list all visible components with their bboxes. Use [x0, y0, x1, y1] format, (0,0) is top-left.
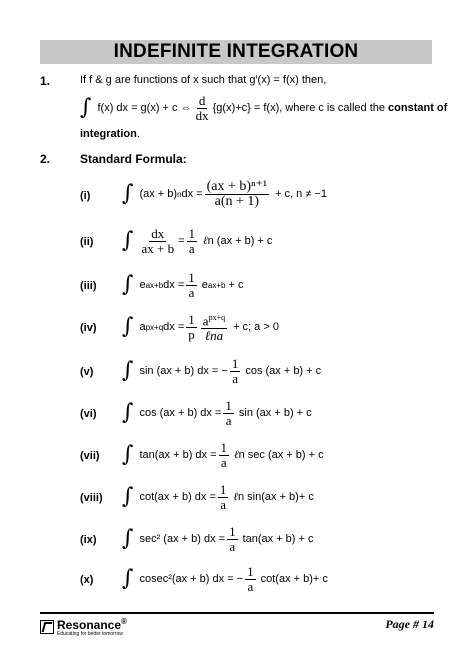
fraction-numerator: 1: [231, 355, 239, 371]
formula-v: [122, 354, 321, 388]
fraction-numerator: 1: [229, 523, 236, 539]
section-1-line3: [80, 128, 140, 140]
formula-text: a: [139, 321, 146, 333]
formula-text: + c: [228, 279, 244, 291]
brand-name: [57, 616, 127, 631]
formula-fraction: [186, 271, 197, 300]
derivative-numerator: d: [198, 92, 206, 108]
section-1-line2: [80, 92, 447, 124]
fraction-numerator: 1: [188, 225, 196, 241]
integral-sign: ∫: [122, 484, 134, 509]
fraction-denominator: a: [232, 370, 238, 386]
fraction-denominator: a(n + 1): [214, 193, 260, 209]
formula-text: sin (ax + b) dx = −: [139, 365, 228, 377]
fraction-numerator: dx: [151, 225, 165, 241]
formula-iv: [122, 308, 279, 346]
fraction-denominator: a: [188, 240, 195, 256]
fraction-denominator: a: [229, 538, 236, 554]
formula-exponent: ax+b: [145, 280, 164, 290]
fraction-numerator: 1: [188, 311, 195, 327]
integral-sign: ∫: [122, 358, 134, 383]
formula-text: tan(ax + b) dx =: [139, 449, 217, 461]
formula-fraction: [201, 311, 227, 343]
formula-text: e: [139, 279, 146, 291]
formula-text: cot(ax + b) dx =: [139, 491, 216, 503]
brand-name-text: Resonance: [57, 618, 122, 632]
formula-label: (x): [80, 574, 94, 586]
brand-logo: [40, 616, 127, 637]
formula-iii: [122, 268, 243, 302]
formula-text: n (ax + b) + c: [207, 235, 273, 247]
integral-sign: ∫: [122, 314, 134, 339]
section-1-f-part: f(x) dx = g(x) + c ⇔: [97, 102, 192, 114]
formula-label: (iii): [80, 280, 97, 292]
resonance-logo-icon: [40, 620, 54, 634]
formula-text: sec² (ax + b) dx =: [139, 533, 226, 545]
formula-text: cos (ax + b) dx =: [139, 407, 222, 419]
ell-symbol: ℓ: [233, 491, 238, 503]
formula-vii: [122, 438, 324, 472]
title-bar: [40, 40, 432, 64]
section-1-number: 1.: [40, 74, 51, 88]
formula-text: dx =: [181, 188, 203, 200]
fraction-denominator: ℓna: [204, 328, 224, 344]
fraction-denominator: p: [188, 326, 195, 342]
fraction-base: a: [202, 313, 209, 329]
fraction-numerator: 1: [225, 397, 232, 413]
formula-label: (ix): [80, 534, 97, 546]
formula-fraction: [218, 483, 229, 512]
fraction-denominator: a: [220, 496, 227, 512]
formula-viii: [122, 480, 314, 514]
derivative-denominator: dx: [195, 107, 209, 123]
formula-text: sin (ax + b) + c: [238, 407, 312, 419]
formula-fraction: [219, 441, 230, 470]
fraction-denominator: a: [220, 454, 227, 470]
formula-fraction: [245, 565, 256, 594]
fraction-numerator: 1: [220, 439, 228, 455]
fraction-denominator: a: [247, 578, 254, 594]
section-1-rest: {g(x)+c} = f(x), where c is called the: [212, 102, 386, 114]
section-1-line3-bold: integration: [80, 128, 137, 140]
formula-label: (i): [80, 190, 91, 202]
formula-label: (viii): [80, 492, 103, 504]
integral-sign: ∫: [122, 272, 134, 297]
formula-text: tan(ax + b) + c: [242, 533, 314, 545]
formula-fraction: [223, 399, 234, 428]
formula-ix: [122, 522, 314, 556]
formula-vi: [122, 396, 312, 430]
fraction-numerator: 1: [188, 269, 195, 285]
ell-symbol: ℓ: [234, 449, 239, 461]
fraction-numerator: 1: [247, 563, 254, 579]
formula-label: (ii): [80, 236, 94, 248]
derivative-fraction: [194, 94, 211, 123]
fraction-numerator: (ax + b)ⁿ⁺¹: [206, 178, 268, 194]
fraction-denominator: a: [188, 284, 195, 300]
formula-fraction: [227, 525, 238, 554]
ell-symbol: ℓ: [203, 235, 208, 247]
formula-text: + c; a > 0: [233, 321, 279, 333]
formula-text: n sec (ax + b) + c: [238, 449, 324, 461]
formula-x: [122, 562, 328, 596]
formula-fraction: [205, 180, 269, 209]
section-2-heading: Standard Formula:: [80, 152, 187, 166]
formula-fraction: [187, 227, 198, 256]
page-title: INDEFINITE INTEGRATION: [113, 41, 359, 62]
integral-sign: ∫: [122, 526, 134, 551]
integral-sign: ∫: [122, 228, 134, 253]
formula-text: + c, n ≠ −1: [275, 188, 327, 200]
formula-i: [122, 174, 327, 214]
formula-ii: [122, 224, 272, 258]
section-2-number: 2.: [40, 152, 51, 166]
fraction-denominator: a: [225, 412, 232, 428]
formula-fraction: [230, 357, 241, 386]
footer-divider: [40, 612, 434, 614]
formula-fraction: [139, 227, 176, 256]
formula-text: (ax + b): [139, 188, 178, 200]
integral-sign: ∫: [122, 181, 134, 206]
integral-sign: ∫: [122, 566, 134, 591]
formula-exponent: px+q: [208, 312, 226, 322]
formula-text: cot(ax + b)+ c: [260, 573, 328, 585]
formula-label: (vii): [80, 450, 100, 462]
formula-text: dx =: [163, 321, 185, 333]
integral-sign: ∫: [122, 400, 134, 425]
brand-tagline: Educating for better tomorrow: [57, 631, 123, 637]
formula-text: cos (ax + b) + c: [245, 365, 322, 377]
integral-sign: ∫: [80, 95, 92, 120]
section-1-line1: If f & g are functions of x such that g′(x) = f(x) then,: [80, 74, 327, 86]
formula-fraction: [186, 313, 197, 342]
formula-exponent: n: [177, 189, 182, 199]
registered-mark: ®: [121, 617, 127, 626]
formula-text: =: [178, 235, 185, 247]
fraction-denominator: ax + b: [141, 240, 175, 256]
formula-label: (vi): [80, 408, 97, 420]
formula-text: n sin(ax + b)+ c: [238, 491, 314, 503]
formula-text: e: [201, 279, 208, 291]
fraction-numerator: [201, 311, 227, 329]
formula-label: (iv): [80, 322, 97, 334]
page-number: Page # 14: [385, 617, 434, 631]
fraction-numerator: 1: [219, 481, 227, 497]
formula-exponent: px+q: [145, 322, 164, 332]
formula-text: cosec²(ax + b) dx = −: [139, 573, 244, 585]
section-1-dot: .: [136, 128, 140, 140]
integral-sign: ∫: [122, 442, 134, 467]
formula-exponent: ax+b: [207, 280, 226, 290]
section-1-bold: constant of: [388, 102, 448, 114]
formula-label: (v): [80, 366, 94, 378]
formula-text: dx =: [163, 279, 185, 291]
